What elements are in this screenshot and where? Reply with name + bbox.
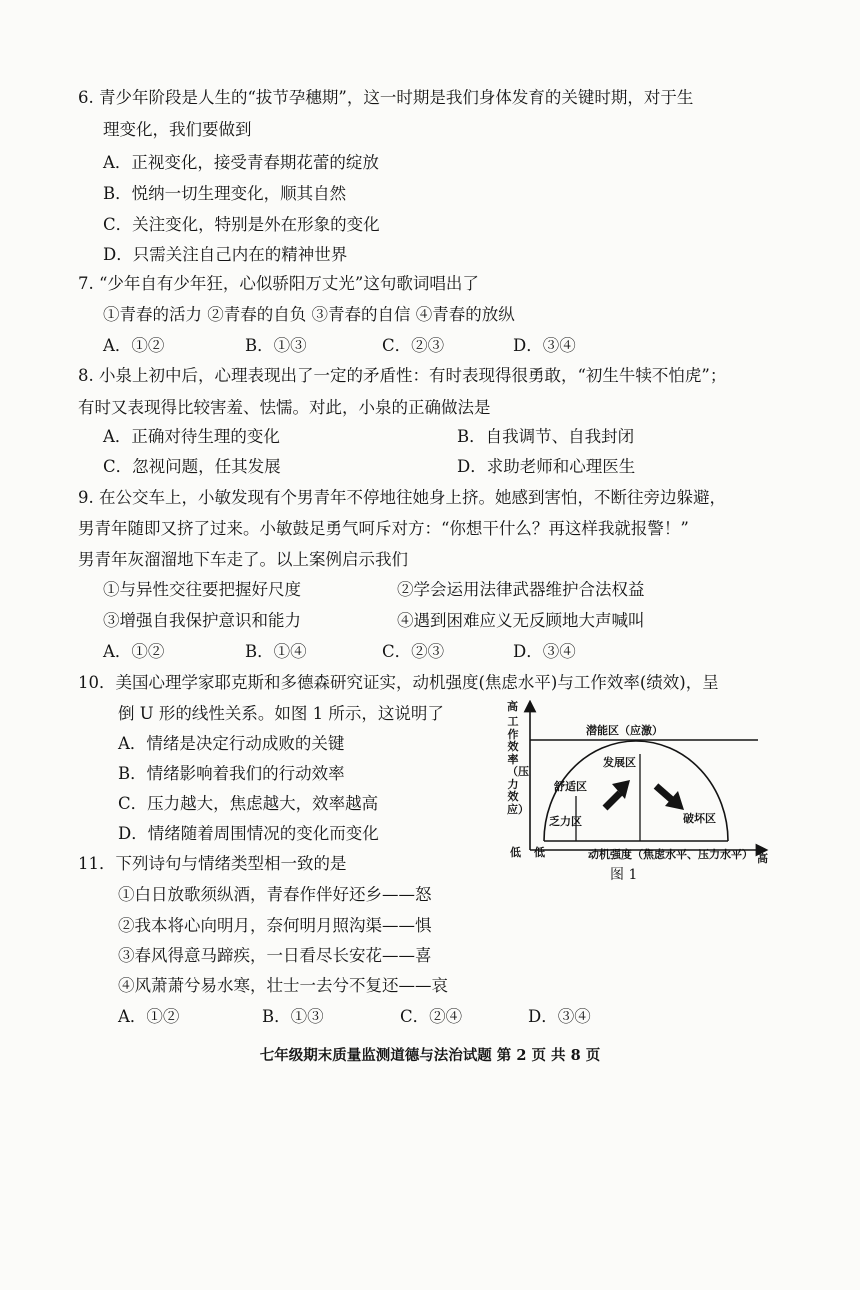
q7-option-c: C．②③ [382,336,445,355]
zone-destroy-label: 破坏区 [683,812,716,825]
q11-option-d: D．③④ [528,1007,591,1026]
q7-items: ①青春的活力 ②青春的自负 ③青春的自信 ④青春的放纵 [103,305,515,324]
y-axis-label: 工作效率（压力效应） [507,715,529,816]
q9-stem-line1: 9. 在公交车上，小敏发现有个男青年不停地往她身上挤。她感到害怕，不断往旁边躲避， [78,488,726,507]
q6-option-b: B．悦纳一切生理变化，顺其自然 [103,184,347,203]
y-axis-high-label: 高 [507,700,518,713]
q11-stem: 11．下列诗句与情绪类型相一致的是 [78,854,347,873]
q11-item-1: ①白日放歌须纵酒，青春作伴好还乡——怒 [118,885,432,904]
zone-fatigue-label: 乏力区 [549,815,582,828]
q7-stem: 7. “少年自有少年狂，心似骄阳万丈光”这句歌词唱出了 [78,274,479,293]
q9-option-d: D．③④ [513,642,576,661]
q10-option-b: B．情绪影响着我们的行动效率 [118,764,345,783]
q10-option-d: D．情绪随着周围情况的变化而变化 [118,824,379,843]
q9-item-1: ①与异性交往要把握好尺度 [103,580,301,599]
q10-option-c: C．压力越大，焦虑越大，效率越高 [118,794,379,813]
q10-stem-line1: 10．美国心理学家耶克斯和多德森研究证实，动机强度(焦虑水平)与工作效率(绩效)，呈 [78,673,719,692]
q8-stem-line2: 有时又表现得比较害羞、怯懦。对此，小泉的正确做法是 [78,398,491,417]
page-footer: 七年级期末质量监测道德与法治试题 第 2 页 共 8 页 [259,1047,601,1064]
q6-stem-line2: 理变化，我们要做到 [103,120,252,139]
q8-option-b: B．自我调节、自我封闭 [457,427,635,446]
figure-caption: 图 1 [610,867,638,883]
x-axis-label: 动机强度（焦虑水平、压力水平） [588,848,753,861]
rise-arrow-shaft [605,793,620,808]
q8-option-c: C．忽视问题，任其发展 [103,457,281,476]
zone-potential-label: 潜能区（应激） [586,724,663,737]
y-axis-low-label: 低 [510,846,521,859]
q9-option-c: C．②③ [382,642,445,661]
q9-item-2: ②学会运用法律武器维护合法权益 [397,580,645,599]
q11-option-a: A．①② [118,1007,180,1026]
q7-option-a: A．①② [103,336,165,355]
x-axis-high-label: 高 [757,852,768,865]
q11-item-4: ④风萧萧兮易水寒，壮士一去兮不复还——哀 [118,976,448,995]
q9-stem-line3: 男青年灰溜溜地下车走了。以上案例启示我们 [78,550,408,569]
q11-item-3: ③春风得意马蹄疾，一日看尽长安花——喜 [118,946,432,965]
zone-comfort-label: 舒适区 [554,780,587,793]
q9-stem-line2: 男青年随即又挤了过来。小敏鼓足勇气呵斥对方：“你想干什么？再这样我就报警！” [78,519,689,538]
q8-option-d: D．求助老师和心理医生 [457,457,636,476]
q9-option-a: A．①② [103,642,165,661]
zone-develop-label: 发展区 [603,756,636,769]
q6-option-d: D．只需关注自己内在的精神世界 [103,245,348,264]
q6-option-c: C．关注变化，特别是外在形象的变化 [103,215,380,234]
x-axis-low-label: 低 [534,846,545,859]
q7-option-b: B．①③ [245,336,307,355]
q10-option-a: A．情绪是决定行动成败的关键 [118,734,345,753]
q9-item-4: ④遇到困难应义无反顾地大声喊叫 [397,611,645,630]
q8-option-a: A．正确对待生理的变化 [103,427,280,446]
q11-option-c: C．②④ [400,1007,463,1026]
q7-option-d: D．③④ [513,336,576,355]
q9-option-b: B．①④ [245,642,307,661]
q11-item-2: ②我本将心向明月，奈何明月照沟渠——惧 [118,916,432,935]
q10-stem-line2: 倒 U 形的线性关系。如图 1 所示，这说明了 [118,704,444,723]
figure-1 [500,700,770,886]
q8-stem-line1: 8. 小泉上初中后，心理表现出了一定的矛盾性：有时表现得很勇敢，“初生牛犊不怕虎”； [78,366,727,385]
q6-option-a: A．正视变化，接受青春期花蕾的绽放 [103,153,379,172]
q11-option-b: B．①③ [262,1007,324,1026]
q9-item-3: ③增强自我保护意识和能力 [103,611,301,630]
q6-stem-line1: 6. 青少年阶段是人生的“拔节孕穗期”，这一时期是我们身体发育的关键时期，对于生 [78,88,694,107]
fall-arrow-shaft [656,786,672,800]
